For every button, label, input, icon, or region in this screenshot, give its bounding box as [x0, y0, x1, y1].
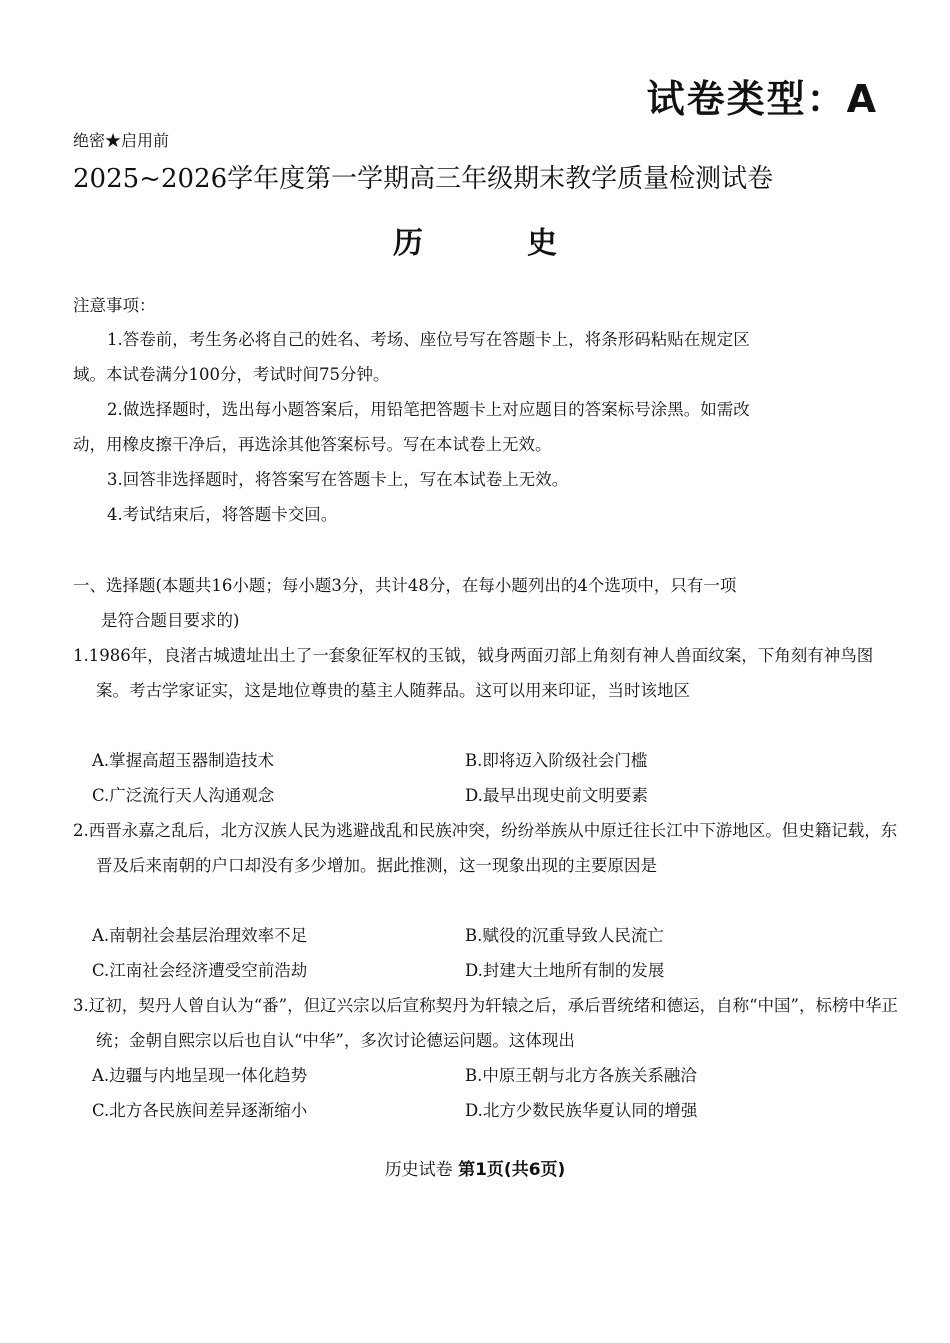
q2-option-b: B.赋役的沉重导致人民流亡 — [465, 926, 664, 945]
q2-option-d: D.封建大土地所有制的发展 — [465, 961, 665, 980]
question-1-stem: 1.1986年，良渚古城遗址出土了一套象征军权的玉钺，钺身两面刃部上角刻有神人兽面纹案，下角刻有神鸟图案。考古学家证实，这是地位尊贵的墓主人随葬品。这可以用来印证，当时该地区 — [73, 646, 874, 700]
page-footer — [0, 1155, 950, 1180]
subject-char-1: 历 — [393, 226, 423, 261]
q2-option-a: A.南朝社会基层治理效率不足 — [92, 926, 308, 945]
note-item-1-line-2: 域。本试卷满分100分，考试时间75分钟。 — [73, 365, 390, 384]
q1-option-c: C.广泛流行天人沟通观念 — [92, 786, 275, 805]
q3-option-b: B.中原王朝与北方各族关系融洽 — [465, 1066, 697, 1085]
q2-option-c: C.江南社会经济遭受空前浩劫 — [92, 961, 308, 980]
paper-type-label: 试卷类型：A — [646, 77, 878, 121]
question-3-options — [92, 1058, 879, 1128]
note-item-2-line-2: 动，用橡皮擦干净后，再选涂其他答案标号。写在本试卷上无效。 — [73, 435, 552, 454]
notes-heading: 注意事项： — [73, 296, 156, 315]
question-1-options — [92, 743, 879, 813]
question-3-stem: 3.辽初，契丹人曾自认为“番”，但辽兴宗以后宣称契丹为轩辕之后，承后晋统绪和德运，自称“中国”，标榜中华正统；金朝自熙宗以后也自认“中华”，多次讨论德运问题。这体现出 — [73, 996, 898, 1050]
note-item-4: 4.考试结束后，将答题卡交回。 — [107, 505, 338, 524]
q3-option-c: C.北方各民族间差异逐渐缩小 — [92, 1101, 308, 1120]
q1-option-a: A.掌握高超玉器制造技术 — [92, 751, 275, 770]
q3-option-a: A.边疆与内地呈现一体化趋势 — [92, 1066, 308, 1085]
question-2-stem: 2.西晋永嘉之乱后，北方汉族人民为逃避战乱和民族冲突，纷纷举族从中原迁往长江中下游地区。但史籍记载，东晋及后来南朝的户口却没有多少增加。据此推测，这一现象出现的主要原因是 — [73, 821, 898, 875]
subject-title — [0, 218, 950, 262]
section-heading-line-1: 一、选择题(本题共16小题；每小题3分，共计48分，在每小题列出的4个选项中，只有一项 — [73, 576, 737, 595]
section-heading-line-2: 是符合题目要求的) — [101, 611, 240, 630]
note-item-2-line-1: 2.做选择题时，选出每小题答案后，用铅笔把答题卡上对应题目的答案标号涂黑。如需改 — [107, 400, 750, 419]
note-item-3: 3.回答非选择题时，将答案写在答题卡上，写在本试卷上无效。 — [107, 470, 569, 489]
subject-char-2: 史 — [527, 226, 557, 261]
confidential-mark: 绝密★启用前 — [73, 131, 170, 150]
q3-option-d: D.北方少数民族华夏认同的增强 — [465, 1101, 698, 1120]
question-2-options — [92, 918, 879, 988]
footer-page-number: 第1页(共6页) — [458, 1160, 566, 1180]
note-item-1-line-1: 1.答卷前，考生务必将自己的姓名、考场、座位号写在答题卡上，将条形码粘贴在规定区 — [107, 330, 750, 349]
exam-title: 2025~2026学年度第一学期高三年级期末教学质量检测试卷 — [73, 164, 774, 194]
q1-option-b: B.即将迈入阶级社会门槛 — [465, 751, 648, 770]
footer-subject: 历史试卷 — [384, 1160, 453, 1180]
q1-option-d: D.最早出现史前文明要素 — [465, 786, 648, 805]
